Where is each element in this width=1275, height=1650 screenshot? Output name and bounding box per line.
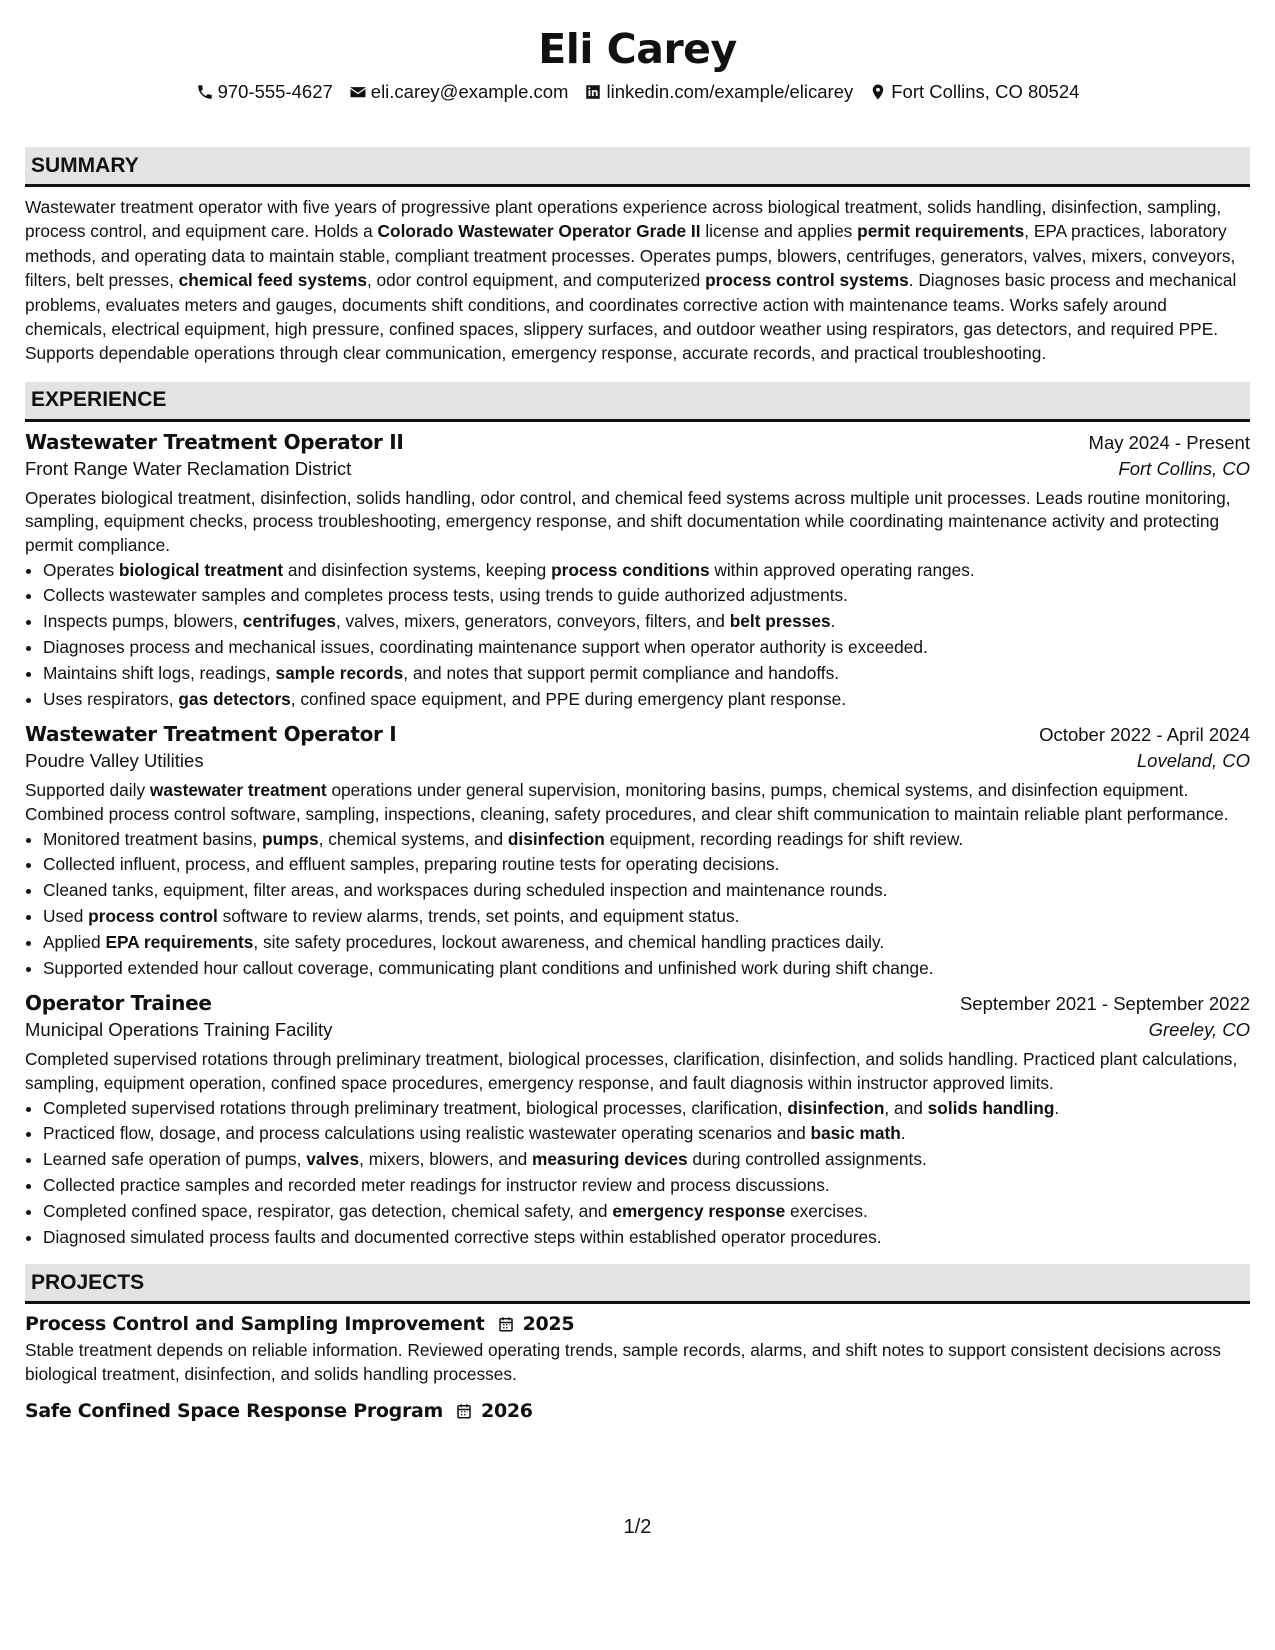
- summary-heading: SUMMARY: [25, 147, 1250, 187]
- job-bullet: • Uses respirators, gas detectors, confined space equipment, and PPE during emergency plant response.: [43, 687, 1250, 713]
- job-bullet: • Operates biological treatment and disinfection systems, keeping process conditions within approved operating ranges.: [43, 558, 1250, 584]
- job-bullet: • Diagnoses process and mechanical issues, coordinating maintenance support when operator authority is exceeded.: [43, 635, 1250, 661]
- job-dates: May 2024 - Present: [1088, 431, 1250, 453]
- project-date: [455, 1400, 533, 1422]
- projects-list: [25, 1313, 1250, 1421]
- project-date: [497, 1313, 575, 1335]
- phone-icon: [196, 83, 214, 101]
- project-entry: [25, 1313, 1250, 1386]
- job-dates: September 2021 - September 2022: [959, 993, 1250, 1015]
- job-bullet: • Practiced flow, dosage, and process calculations using realistic wastewater operating scenarios and basic math.: [43, 1121, 1250, 1147]
- job-entry: [25, 991, 1250, 1250]
- job-description: Completed supervised rotations through preliminary treatment, biological processes, clarification, disinfection, and solids handling. Practiced plant calculations, sampling, equipment operation, confined space procedures, emergency response, and fault diagnosis within instructor approved limits.: [25, 1049, 1238, 1093]
- job-title: Wastewater Treatment Operator II: [25, 429, 404, 454]
- contact-bar: [25, 78, 1250, 106]
- contact-linkedin[interactable]: linkedin.com/example/elicarey: [584, 81, 853, 103]
- job-employer: Front Range Water Reclamation District: [25, 457, 352, 479]
- job-subheader: [25, 750, 1250, 772]
- job-dates: October 2022 - April 2024: [1039, 724, 1250, 746]
- job-subheader: [25, 458, 1250, 480]
- job-bullet: • Used process control software to review alarms, trends, set points, and equipment status.: [43, 904, 1250, 930]
- linkedin-icon: [584, 83, 602, 101]
- job-bullet: • Learned safe operation of pumps, valves, mixers, blowers, and measuring devices during controlled assignments.: [43, 1147, 1250, 1173]
- project-header: [25, 1400, 1250, 1422]
- page-number: 1/2: [623, 1516, 652, 1538]
- job-subheader: [25, 1019, 1250, 1041]
- job-header: [25, 991, 1250, 1015]
- project-year: 2025: [522, 1313, 575, 1336]
- job-bullet: • Cleaned tanks, equipment, filter areas, and workspaces during scheduled inspection and maintenance rounds.: [43, 878, 1250, 904]
- job-title: Operator Trainee: [25, 991, 212, 1016]
- job-bullet: • Collects wastewater samples and completes process tests, using trends to guide authorized adjustments.: [43, 583, 1250, 609]
- calendar-icon: [497, 1315, 515, 1333]
- projects-heading: PROJECTS: [25, 1264, 1250, 1304]
- job-bullet: • Supported extended hour callout coverage, communicating plant conditions and unfinished work during shift change.: [43, 956, 1250, 982]
- job-title: Wastewater Treatment Operator I: [25, 722, 397, 747]
- project-title: Process Control and Sampling Improvement: [25, 1313, 485, 1336]
- job-bullet: • Inspects pumps, blowers, centrifuges, valves, mixers, generators, conveyors, filters, and belt presses.: [43, 609, 1250, 635]
- job-bullet: • Applied EPA requirements, site safety procedures, lockout awareness, and chemical handling practices daily.: [43, 930, 1250, 956]
- job-bullets: [25, 1096, 1250, 1251]
- calendar-icon: [455, 1402, 473, 1420]
- contact-email[interactable]: eli.carey@example.com: [349, 81, 569, 103]
- job-description: Operates biological treatment, disinfection, solids handling, odor control, and chemical feed systems across multiple unit processes. Leads routine monitoring, sampling, equipment checks, process troubleshooting, emergency response, and shift documentation while coordinating maintenance activity and protecting permit compliance.: [25, 487, 1231, 556]
- job-employer: Municipal Operations Training Facility: [25, 1019, 333, 1041]
- experience-heading: EXPERIENCE: [25, 382, 1250, 422]
- job-header: [25, 722, 1250, 746]
- job-bullet: • Monitored treatment basins, pumps, chemical systems, and disinfection equipment, recording readings for shift review.: [43, 827, 1250, 853]
- job-header: [25, 430, 1250, 454]
- job-bullets: [25, 827, 1250, 982]
- project-description: Stable treatment depends on reliable information. Reviewed operating trends, sample records, alarms, and shift notes to support consistent decisions across biological treatment, disinfection, and solids handling processes.: [25, 1340, 1221, 1384]
- project-header: [25, 1313, 1250, 1335]
- job-bullet: • Collected influent, process, and effluent samples, preparing routine tests for operating decisions.: [43, 852, 1250, 878]
- job-location: Greeley, CO: [1148, 1019, 1250, 1041]
- job-bullet: • Diagnosed simulated process faults and documented corrective steps within established operator procedures.: [43, 1225, 1250, 1251]
- job-location: Fort Collins, CO: [1118, 457, 1250, 479]
- job-bullet: • Completed supervised rotations through preliminary treatment, biological processes, clarification, disinfection, and solids handling.: [43, 1096, 1250, 1122]
- job-bullet: • Maintains shift logs, readings, sample records, and notes that support permit compliance and handoffs.: [43, 661, 1250, 687]
- job-description: Supported daily wastewater treatment operations under general supervision, monitoring basins, pumps, chemical systems, and disinfection equipment. Combined process control software, sampling, inspections, cleaning, safety procedures, and clear shift communication to maintain reliable plant performance.: [25, 780, 1229, 824]
- job-bullet: • Completed confined space, respirator, gas detection, chemical safety, and emergency response exercises.: [43, 1199, 1250, 1225]
- job-entry: [25, 722, 1250, 981]
- job-entry: [25, 430, 1250, 713]
- job-bullets: [25, 558, 1250, 713]
- experience-list: [25, 430, 1250, 1251]
- job-employer: Poudre Valley Utilities: [25, 750, 204, 772]
- resume-page: [25, 0, 1250, 1422]
- project-year: 2026: [481, 1399, 533, 1422]
- contact-location: Fort Collins, CO 80524: [869, 81, 1079, 103]
- map-pin-icon: [869, 83, 887, 101]
- candidate-name: Eli Carey: [538, 25, 737, 73]
- job-bullet: • Collected practice samples and recorded meter readings for instructor review and process discussions.: [43, 1173, 1250, 1199]
- summary-text: Wastewater treatment operator with five years of progressive plant operations experience across biological treatment, solids handling, disinfection, sampling, process control, and equipment care. Holds a Colorado Wastewater Operator Grade II license and applies permit requirements, EPA practices, laboratory methods, and operating data to maintain stable, compliant treatment processes. Operates pumps, blowers, centrifuges, generators, valves, mixers, conveyors, filters, belt presses, chemical feed systems, odor control equipment, and computerized process control systems. Diagnoses basic process and mechanical problems, evaluates meters and gauges, documents shift conditions, and coordinates corrective action with maintenance teams. Works safely around chemicals, electrical equipment, high pressure, confined spaces, slippery surfaces, and outdoor weather using respirators, gas detectors, and required PPE. Supports dependable operations through clear communication, emergency response, accurate records, and practical troubleshooting.: [25, 197, 1237, 364]
- project-entry: [25, 1400, 1250, 1422]
- contact-phone: 970-555-4627: [196, 81, 333, 103]
- job-location: Loveland, CO: [1136, 750, 1250, 772]
- project-title: Safe Confined Space Response Program: [25, 1399, 444, 1422]
- envelope-icon: [349, 83, 367, 101]
